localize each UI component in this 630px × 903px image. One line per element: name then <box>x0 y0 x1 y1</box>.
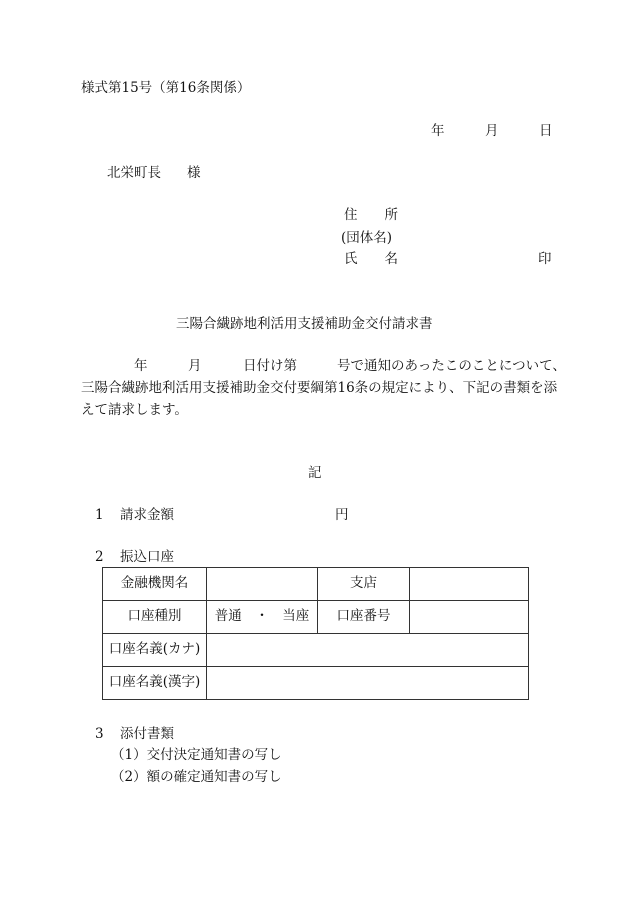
addressee-name: 北栄町長 <box>107 165 161 181</box>
item3-number: 3 <box>95 726 104 742</box>
branch-field[interactable] <box>410 568 529 601</box>
seal-mark: 印 <box>538 251 552 267</box>
body-dated: 日付け第 <box>243 358 297 374</box>
branch-label: 支店 <box>318 568 410 601</box>
item1-number: 1 <box>95 507 104 523</box>
applicant-name-label: 氏 名 <box>344 251 398 267</box>
body-year: 年 <box>134 358 148 374</box>
date-year-label: 年 <box>431 123 445 139</box>
account-type-options[interactable]: 普通 ・ 当座 <box>207 601 318 634</box>
bank-name-label: 金融機関名 <box>103 568 207 601</box>
item1-label: 請求金額 <box>120 507 174 523</box>
holder-kanji-field[interactable] <box>207 667 529 700</box>
attachment-item: （1）交付決定通知書の写し <box>111 747 282 763</box>
holder-kana-label: 口座名義(カナ) <box>103 634 207 667</box>
holder-kana-field[interactable] <box>207 634 529 667</box>
ki-heading: 記 <box>308 465 322 481</box>
item2-number: 2 <box>95 549 104 565</box>
document-title: 三陽合繊跡地利活用支援補助金交付請求書 <box>176 316 433 332</box>
holder-kanji-label: 口座名義(漢字) <box>103 667 207 700</box>
body-line-2: 三陽合繊跡地利活用支援補助金交付要綱第16条の規定により、下記の書類を添 <box>81 380 558 396</box>
item3-label: 添付書類 <box>120 726 174 742</box>
account-number-label: 口座番号 <box>318 601 410 634</box>
account-number-field[interactable] <box>410 601 529 634</box>
body-line-3: えて請求します。 <box>81 402 188 418</box>
body-month: 月 <box>188 358 202 374</box>
applicant-organization-label: (団体名) <box>341 230 393 246</box>
account-type-label: 口座種別 <box>103 601 207 634</box>
bank-name-field[interactable] <box>207 568 318 601</box>
form-number: 様式第15号（第16条関係） <box>81 80 251 96</box>
date-month-label: 月 <box>485 123 499 139</box>
item2-label: 振込口座 <box>120 549 174 565</box>
body-notice-rest: 号で通知のあったこのことについて、 <box>337 358 566 374</box>
applicant-address-label: 住 所 <box>344 207 398 223</box>
date-day-label: 日 <box>539 123 553 139</box>
yen-unit: 円 <box>335 507 349 523</box>
attachment-item: （2）額の確定通知書の写し <box>111 769 282 785</box>
addressee-honorific: 様 <box>187 165 201 181</box>
bank-account-table <box>102 567 529 700</box>
